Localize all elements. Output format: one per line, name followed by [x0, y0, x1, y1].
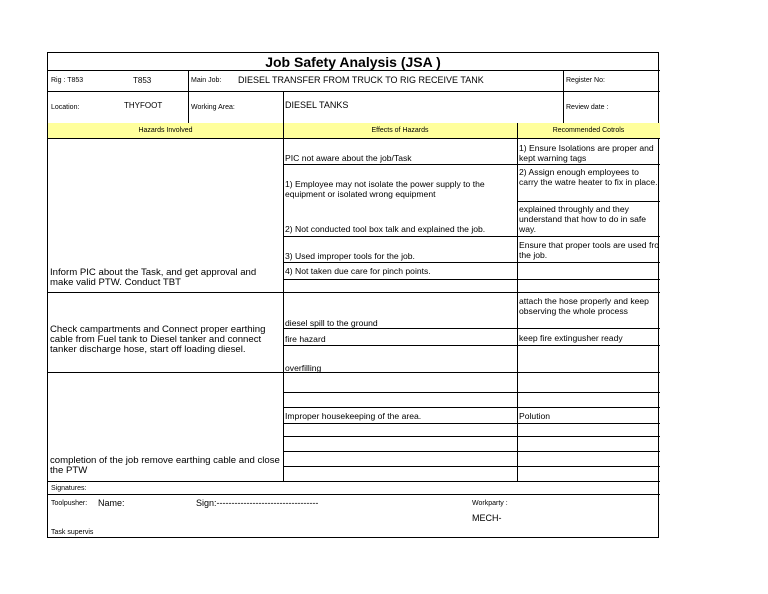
- working-area-label: Working Area:: [191, 104, 235, 111]
- signatures-label: Signatures:: [51, 485, 87, 492]
- control-4: Ensure that proper tools are used fro the job.: [519, 240, 659, 260]
- effect-1: PIC not aware about the job/Task: [285, 153, 412, 163]
- effect-4: 3) Used improper tools for the job.: [285, 251, 415, 261]
- effects-header: Effects of Hazards: [371, 127, 429, 134]
- effect-9: Improper housekeeping of the area.: [285, 411, 422, 421]
- hazards-header: Hazards Involved: [138, 127, 193, 134]
- form-title: Job Safety Analysis (JSA ): [265, 54, 441, 70]
- effect-5: 4) Not taken due care for pinch points.: [285, 266, 431, 276]
- task-2: Check campartments and Connect proper earthing cable from Fuel tank to Diesel tanker and connect tanker discharge hose, start off loading diesel.: [50, 324, 266, 355]
- jsa-form: [47, 52, 659, 538]
- control-6: keep fire extingusher ready: [519, 333, 623, 343]
- effect-8: overfilling: [285, 363, 322, 373]
- control-2: 2) Assign enough employees to carry the watre heater to fix in place.: [519, 167, 658, 187]
- control-5: attach the hose properly and keep observing the whole process: [519, 296, 649, 316]
- controls-header: Recommended Cotrols: [552, 127, 625, 134]
- location-label: Location:: [51, 104, 80, 111]
- working-area-value: DIESEL TANKS: [285, 100, 349, 110]
- control-7: Polution: [519, 411, 551, 421]
- workparty-label: Workparty :: [472, 500, 508, 507]
- divider: [48, 91, 660, 92]
- task-1: Inform PIC about the Task, and get approval and make valid PTW. Conduct TBT: [50, 267, 257, 288]
- sign-line: Sign:----------------------------------: [196, 498, 319, 508]
- effect-7: fire hazard: [285, 334, 326, 344]
- effect-6: diesel spill to the ground: [285, 318, 378, 328]
- rig-label: Rig : T853: [51, 77, 84, 84]
- task-supervisor-label: Task supervis: [51, 529, 94, 536]
- location-value: THYFOOT: [124, 101, 163, 110]
- review-date-label: Review date :: [566, 104, 609, 111]
- task-3: completion of the job remove earthing cable and close the PTW: [50, 455, 280, 476]
- toolpusher-label: Toolpusher:: [51, 500, 88, 507]
- register-label: Register No:: [566, 77, 605, 84]
- name-label: Name:: [98, 498, 125, 508]
- rig-value: T853: [133, 76, 152, 85]
- workparty-value: MECH-: [472, 513, 502, 523]
- control-1: 1) Ensure Isolations are proper and kept warning tags: [519, 143, 654, 163]
- control-3: explained throughly and they understand that how to do in safe way.: [519, 204, 647, 234]
- effect-2: 1) Employee may not isolate the power supply to the equipment or isolated wrong equipment: [285, 179, 485, 199]
- main-job-value: DIESEL TRANSFER FROM TRUCK TO RIG RECEIVE TANK: [238, 75, 484, 85]
- main-job-label: Main Job:: [191, 77, 222, 84]
- divider: [48, 70, 660, 71]
- effect-3: 2) Not conducted tool box talk and explained the job.: [285, 224, 486, 234]
